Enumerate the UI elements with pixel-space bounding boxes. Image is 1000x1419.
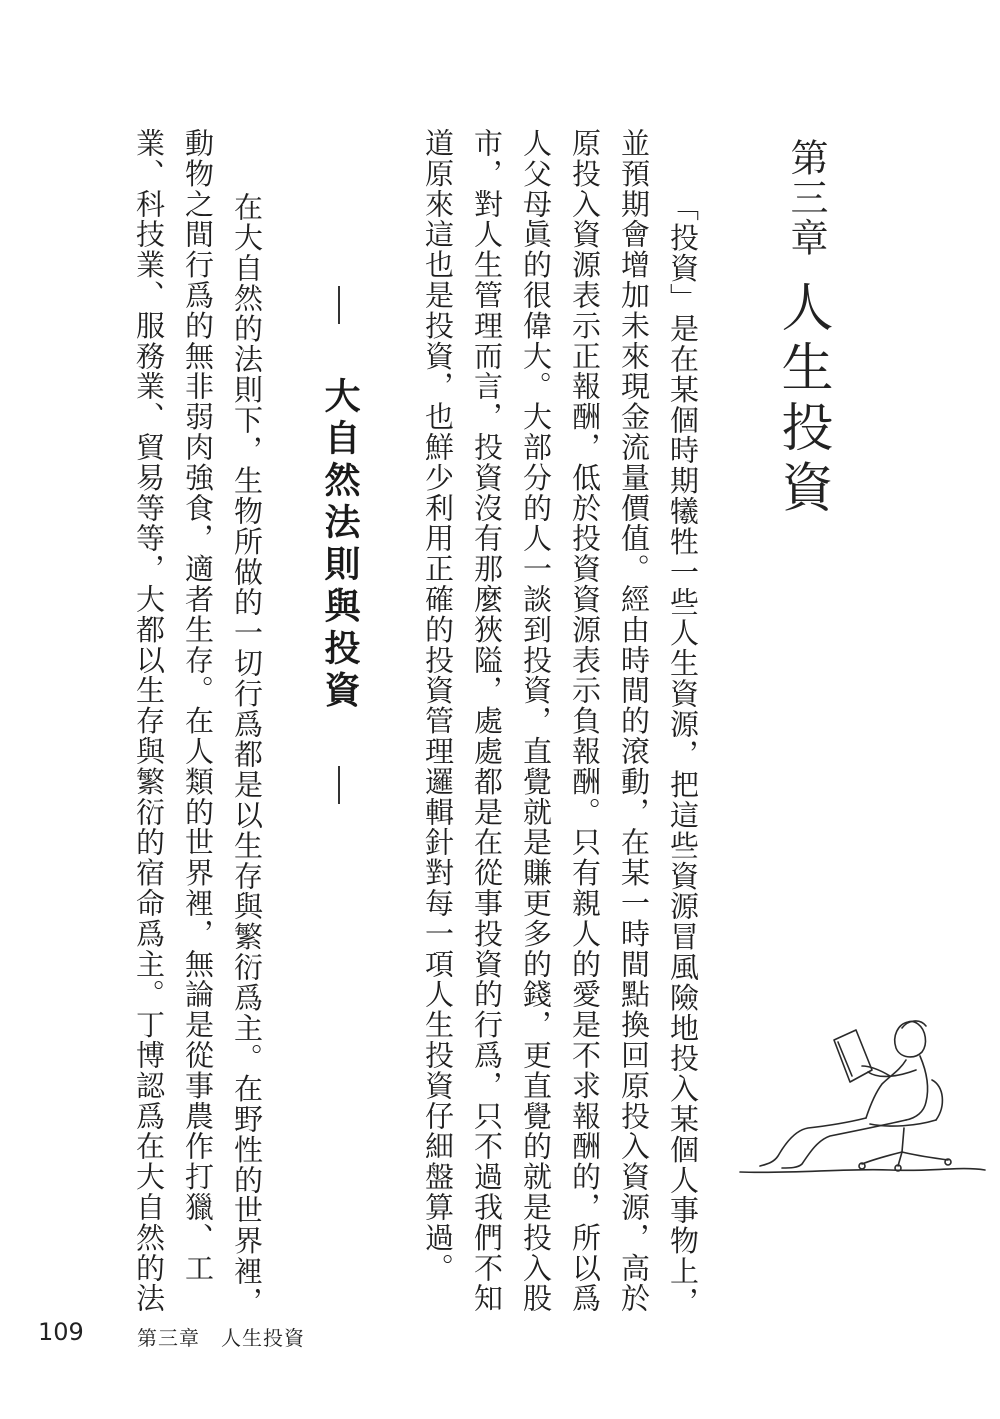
paragraph-line-4: 人父母眞的很偉大。大部分的人一談到投資，直覺就是賺更多的錢，更直覺的就是投入股 xyxy=(519,128,553,1314)
paragraph-line-7: 在大自然的法則下，生物所做的一切行爲都是以生存與繁衍爲主。在野性的世界裡， xyxy=(230,192,264,1317)
page-number: 109 xyxy=(38,1318,84,1346)
heading-dash-top xyxy=(338,286,340,324)
person-reading-in-chair-icon xyxy=(730,1010,990,1180)
paragraph-line-6: 道原來這也是投資，也鮮少利用正確的投資管理邏輯針對每一項人生投資仔細盤算過。 xyxy=(421,128,455,1284)
paragraph-line-8: 動物之間行爲的無非弱肉強食，適者生存。在人類的世界裡，無論是從事農作打獵、工 xyxy=(181,128,215,1284)
chapter-title: 人生投資 xyxy=(772,280,832,520)
paragraph-line-1: 「投資」是在某個時期犧牲一些人生資源，把這些資源冒風險地投入某個人事物上， xyxy=(666,192,700,1317)
heading-dash-bottom xyxy=(338,766,340,804)
running-footer-chapter: 第三章 人生投資 xyxy=(137,1326,305,1350)
paragraph-line-5: 市，對人生管理而言，投資沒有那麼狹隘，處處都是在從事投資的行爲，只不過我們不知 xyxy=(470,128,504,1314)
paragraph-line-3: 原投入資源表示正報酬，低於投資資源表示負報酬。只有親人的愛是不求報酬的，所以爲 xyxy=(568,128,602,1314)
paragraph-line-9: 業、科技業、服務業、貿易等等，大都以生存與繁衍的宿命爲主。丁博認爲在大自然的法 xyxy=(132,128,166,1314)
paragraph-line-2: 並預期會增加未來現金流量價值。經由時間的滾動，在某一時間點換回原投入資源，高於 xyxy=(617,128,651,1314)
chapter-label: 第三章 xyxy=(784,138,828,258)
section-heading-text: 大自然法則與投資 xyxy=(319,377,360,713)
section-heading xyxy=(319,280,359,810)
